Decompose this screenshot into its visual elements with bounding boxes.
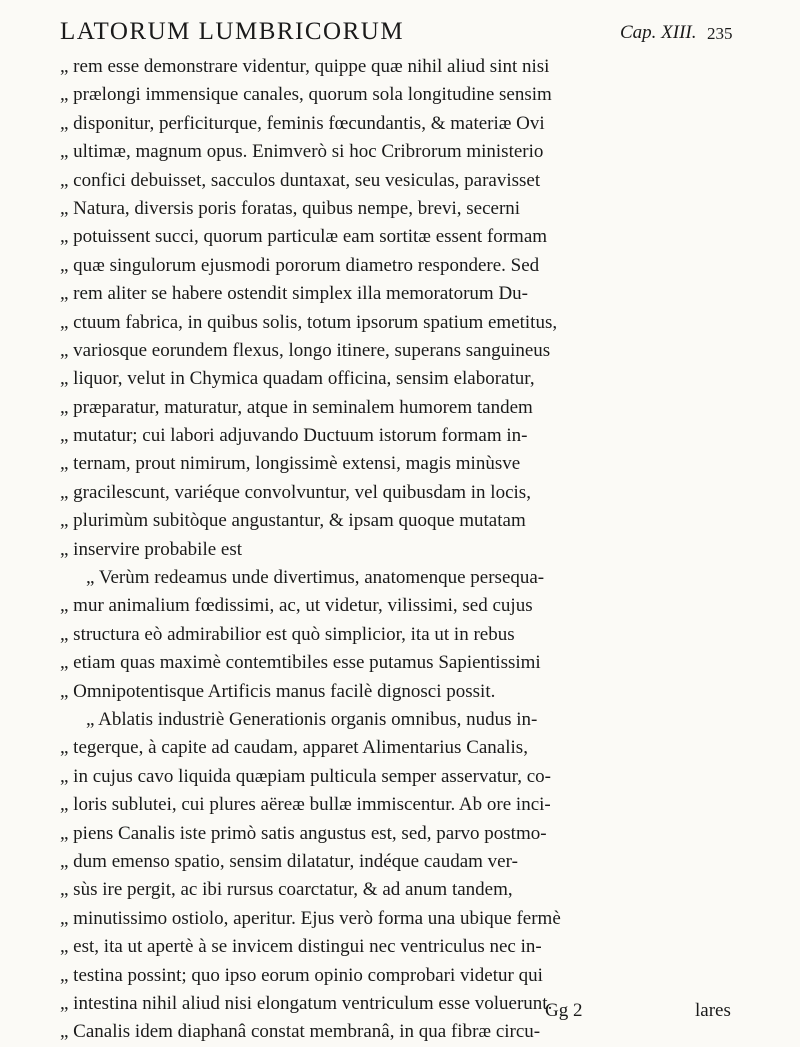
text-line: „ mur animalium fœdissimi, ac, ut videtur, vilissimi, sed cujus (60, 595, 533, 617)
text-line: „ Ablatis industriè Generationis organis omnibus, nudus in- (86, 708, 538, 730)
text-line: „ loris sublutei, cui plures aëreæ bullæ immiscentur. Ab ore inci- (60, 794, 551, 816)
text-line: „ quæ singulorum ejusmodi pororum diametro respondere. Sed (60, 254, 540, 276)
signature-mark: Gg 2 (545, 1000, 583, 1021)
text-line: „ plurimùm subitòque angustantur, & ipsam quoque mutatam (60, 510, 526, 532)
text-line: „ confici debuisset, sacculos duntaxat, seu vesiculas, paravisset (60, 169, 541, 191)
text-line: „ tegerque, à capite ad caudam, apparet Alimentarius Canalis, (60, 737, 528, 759)
text-line: „ Verùm redeamus unde divertimus, anatomenque persequa- (86, 567, 545, 589)
text-line: „ in cujus cavo liquida quæpiam pulticula semper asservatur, co- (60, 765, 551, 787)
text-line: „ potuissent succi, quorum particulæ eam sortitæ essent formam (60, 226, 548, 248)
text-line: „ intestina nihil aliud nisi elongatum ventriculum esse voluerunt. (60, 992, 553, 1014)
text-line: „ rem esse demonstrare videntur, quippe quæ nihil aliud sint nisi (60, 56, 550, 77)
text-line: „ ternam, prout nimirum, longissimè extensi, magis minùsve (60, 453, 521, 475)
page-number: 235 (707, 24, 733, 43)
running-head (60, 18, 740, 52)
text-line: „ etiam quas maximè contemtibiles esse putamus Sapientissimi (60, 652, 541, 674)
text-line: „ piens Canalis iste primò satis angustus est, sed, parvo postmo- (60, 822, 547, 844)
text-line: „ dum emenso spatio, sensim dilatatur, indéque caudam ver- (60, 850, 518, 872)
text-line: „ præparatur, maturatur, atque in seminalem humorem tandem (60, 396, 533, 418)
text-line: „ est, ita ut apertè à se invicem distingui nec ventriculus nec in- (60, 936, 542, 958)
text-line: „ variosque eorundem flexus, longo itinere, superans sanguineus (60, 339, 551, 361)
text-line: „ disponitur, perficiturque, feminis fœcundantis, & materiæ Ovi (60, 112, 545, 134)
running-title: LATORUM LUMBRICORUM (60, 18, 405, 45)
catchword: lares (695, 1000, 731, 1021)
chapter-label: Cap. XIII. (620, 22, 697, 43)
text-line: „ minutissimo ostiolo, aperitur. Ejus verò forma una ubique fermè (60, 907, 561, 929)
text-line: „ prælongi immensique canales, quorum sola longitudine sensim (60, 84, 552, 106)
body-text (60, 53, 740, 1047)
text-line: „ inservire probabile est (60, 538, 243, 560)
text-line: „ ultimæ, magnum opus. Enimverò si hoc Cribrorum ministerio (60, 141, 544, 163)
text-line: „ Natura, diversis poris foratas, quibus nempe, brevi, secerni (60, 197, 521, 219)
text-line: „ sùs ire pergit, ac ibi rursus coarctatur, & ad anum tandem, (60, 879, 513, 901)
text-line: „ liquor, velut in Chymica quadam officina, sensim elaboratur, (60, 368, 535, 390)
text-line: „ Omnipotentisque Artificis manus facilè dignosci possit. (60, 680, 496, 702)
text-line: „ mutatur; cui labori adjuvando Ductuum istorum formam in- (60, 425, 528, 447)
text-line: „ rem aliter se habere ostendit simplex illa memoratorum Du- (60, 283, 528, 305)
text-line: „ structura eò admirabilior est quò simplicior, ita ut in rebus (60, 623, 515, 645)
text-line: „ ctuum fabrica, in quibus solis, totum ipsorum spatium emetitus, (60, 311, 558, 333)
text-line: „ testina possint; quo ipso eorum opinio comprobari videtur qui (60, 964, 543, 986)
text-line: „ Canalis idem diaphanâ constat membranâ, in qua fibræ circu- (60, 1021, 541, 1043)
text-line: „ gracilescunt, variéque convolvuntur, vel quibusdam in locis, (60, 481, 531, 503)
